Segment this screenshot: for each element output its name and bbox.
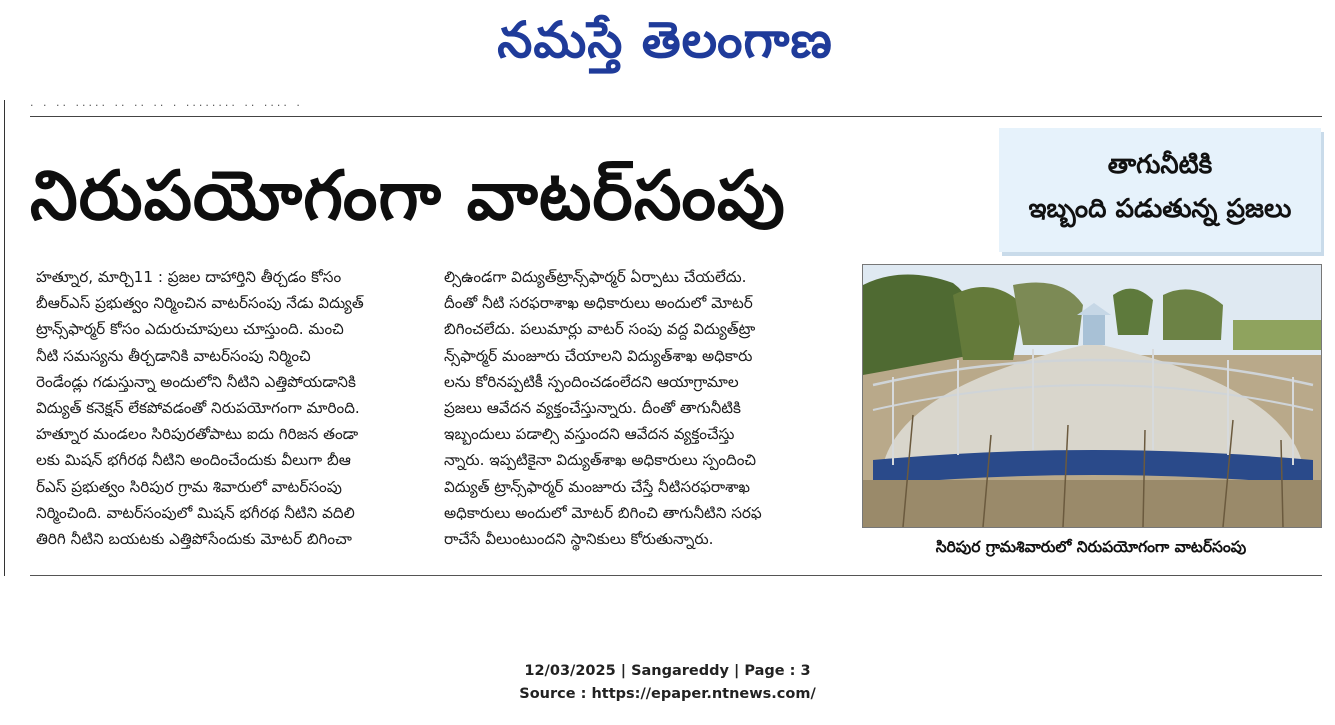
column-line: ప్రజలు ఆవేదన వ్యక్తంచేస్తున్నారు. దీంతో తాగునీటికి: [444, 398, 741, 417]
foreground-weeds: [863, 480, 1321, 527]
bottom-divider: [30, 575, 1322, 576]
article-column-1: [36, 264, 432, 552]
column-line: ల్సిఉండగా విద్యుత్‌ట్రాన్స్‌ఫార్మర్ ఏర్పాటు చేయలేదు.: [444, 268, 747, 286]
column-line: రెండేండ్లు గడుస్తున్నా అందులోని నీటిని ఎత్తిపోయడానికి: [36, 372, 356, 391]
column-line: బీఆర్‌ఎస్ ప్రభుత్వం నిర్మించిన వాటర్‌సంపు నేడు విద్యుత్: [36, 294, 364, 313]
column-line: ట్రాన్స్‌ఫార్మర్ కోసం ఎదురుచూపులు చూస్తుంది. మంచి: [36, 320, 344, 339]
top-divider: [30, 116, 1322, 117]
column-line: న్స్‌ఫార్మర్ మంజూరు చేయాలని విద్యుత్‌శాఖ అధికారు: [444, 346, 753, 365]
column-line: హత్నూర మండలం సిరిపురతోపాటు ఐదు గిరిజన తండా: [36, 425, 359, 444]
vent-pipe: [1083, 315, 1105, 345]
article-column-2: [444, 264, 840, 552]
column-line: లకు మిషన్ భగీరథ నీటిని అందించేందుకు వీలుగా బీఆ: [36, 451, 351, 470]
left-divider: [4, 100, 5, 576]
column-line: న్నారు. ఇప్పటికైనా విద్యుత్‌శాఖ అధికారులు స్పందించి: [444, 451, 757, 470]
masthead-logo: [440, 4, 890, 76]
photo-illustration: [863, 265, 1321, 527]
tree-mid-left: [953, 287, 1023, 360]
column-line: లను కోరినప్పటికీ స్పందించడంలేదని ఆయాగ్రామాల: [444, 372, 739, 391]
water-sump-photo: [862, 264, 1322, 528]
subhead-line-2: ఇబ్బంది పడుతున్న ప్రజలు: [1028, 194, 1292, 224]
column-line: అధికారులు అందులో మోటర్ బిగించి తాగునీటిని సరఫ: [444, 503, 762, 522]
column-line: విద్యుత్ ట్రాన్స్‌ఫార్మర్ మంజూరు చేస్తే నీటిసరఫరాశాఖ: [444, 477, 751, 496]
column-line: దీంతో నీటి సరఫరాశాఖ అధికారులు అందులో మోటర్: [444, 294, 753, 313]
masthead-title: నమస్తే తెలంగాణ: [497, 11, 833, 69]
tree-right: [1113, 289, 1153, 335]
column-line: హత్నూర, మార్చి11 : ప్రజల దాహార్తిని తీర్చడం కోసం: [36, 268, 342, 286]
column-line: తిరిగి నీటిని బయటకు ఎత్తిపోసేందుకు మోటర్ బిగించా: [36, 529, 352, 548]
column-line: ఇబ్బందులు పడాల్సి వస్తుందని ఆవేదన వ్యక్తంచేస్తు: [444, 425, 735, 444]
column-line: నిర్మించింది. వాటర్‌సంపులో మిషన్ భగీరథ నీటిని వదిలి: [36, 503, 355, 522]
footer-date-edition: 12/03/2025 | Sangareddy | Page : 3: [524, 663, 811, 679]
previous-article-cut-text: [30, 92, 1320, 106]
column-line: నీటి సమస్యను తీర్చడానికి వాటర్‌సంపు నిర్మించి: [36, 346, 311, 365]
column-line: బిగించలేదు. పలుమార్లు వాటర్ సంపు వద్ద విద్యుత్‌ట్రా: [444, 320, 756, 339]
article-headline: నిరుపయోగంగా వాటర్‌సంపు: [30, 157, 786, 236]
column-line: ర్‌ఎస్ ప్రభుత్వం సిరిపుర గ్రామ శివారులో వాటర్‌సంపు: [36, 477, 342, 496]
column-line: విద్యుత్ కనెక్షన్ లేకపోవడంతో నిరుపయోగంగా మారింది.: [36, 398, 360, 417]
footer-source: Source : https://epaper.ntnews.com/: [519, 686, 816, 702]
subhead-box: [999, 128, 1321, 252]
field: [1233, 320, 1321, 350]
photo-caption: సిరిపుర గ్రామశివారులో నిరుపయోగంగా వాటర్‌సంపు: [935, 538, 1247, 556]
subhead-line-1: తాగునీటికి: [1107, 150, 1213, 180]
cut-text: · · ·· ····· ·· ·· ·· · ········ ·· ···· ·: [30, 99, 303, 106]
column-line: రాచేసే వీలుంటుందని స్థానికులు కోరుతున్నారు.: [444, 529, 714, 548]
